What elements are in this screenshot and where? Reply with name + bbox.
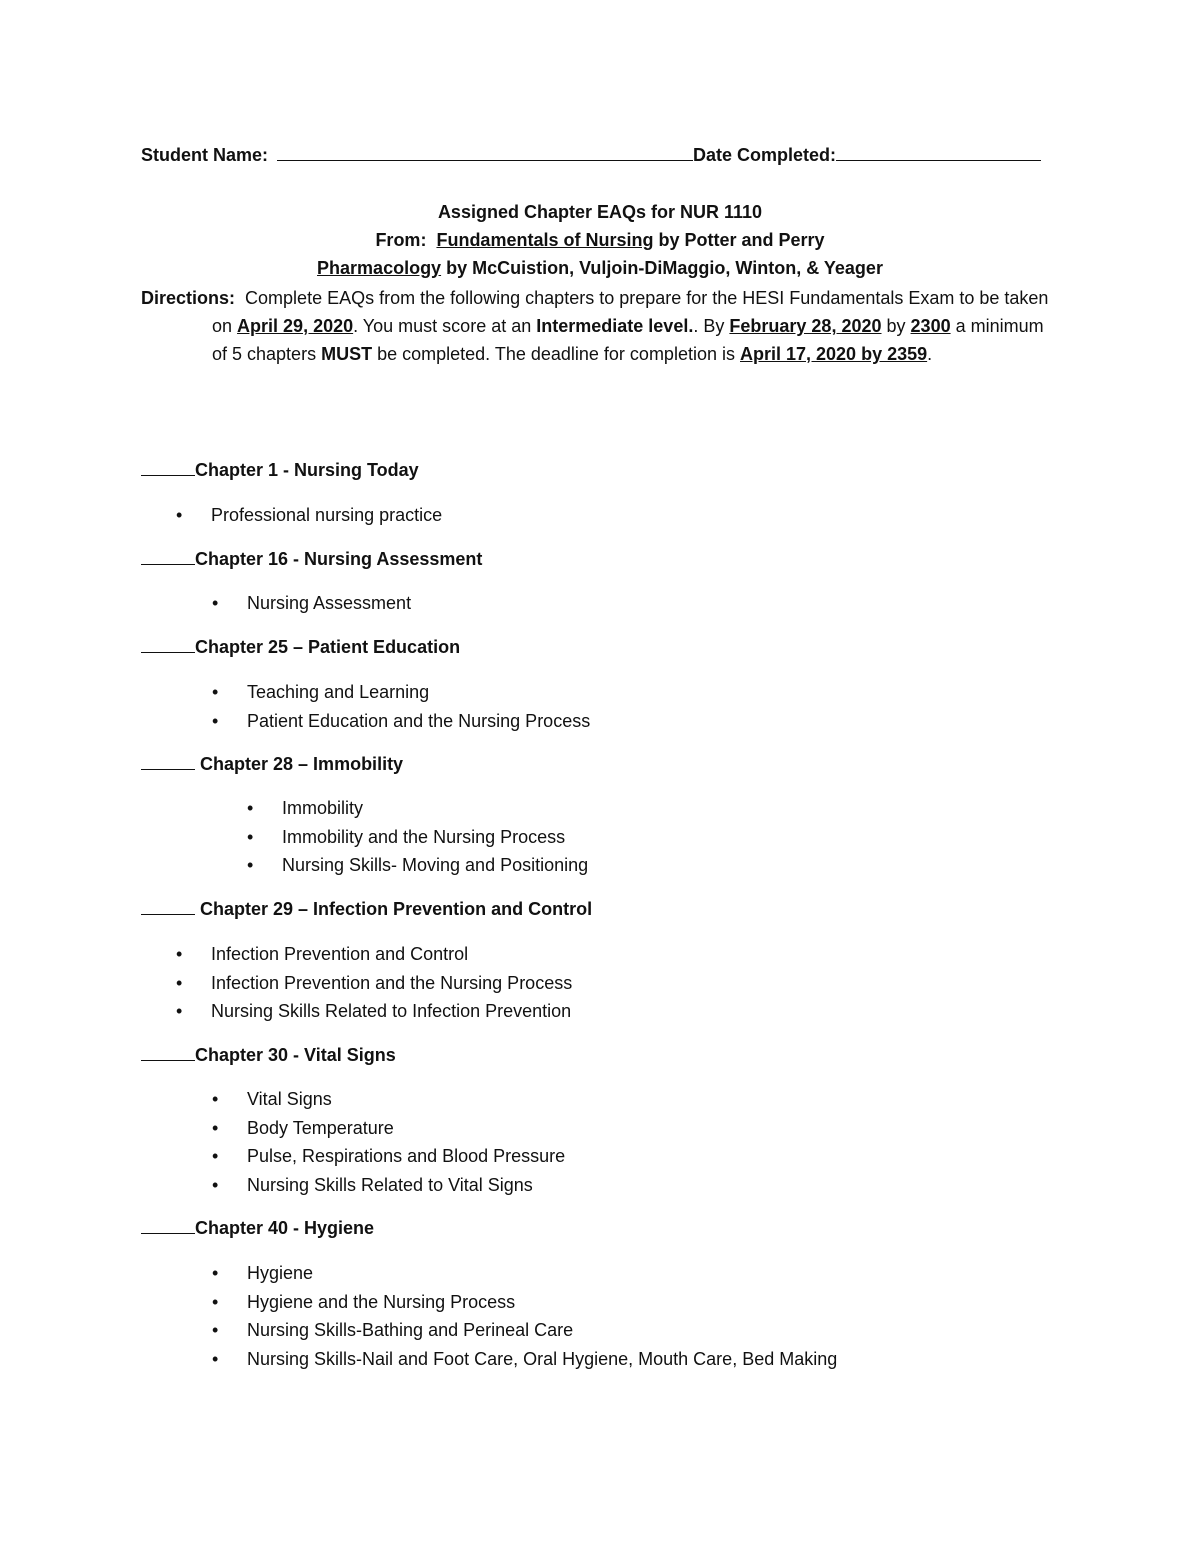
list-item: • Nursing Assessment — [247, 589, 411, 618]
chapter-25-topics — [247, 678, 590, 735]
header-row — [141, 141, 1061, 169]
chapter-1-heading: Chapter 1 - Nursing Today — [141, 456, 419, 484]
list-item: • Nursing Skills-Nail and Foot Care, Oral Hygiene, Mouth Care, Bed Making — [247, 1345, 837, 1374]
list-item: • Nursing Skills Related to Infection Prevention — [211, 997, 572, 1026]
list-item: • Patient Education and the Nursing Process — [247, 707, 590, 736]
list-item: • Infection Prevention and Control — [211, 940, 572, 969]
list-item: • Immobility and the Nursing Process — [282, 823, 588, 852]
completion-blank — [141, 636, 195, 653]
chapter-40-heading: Chapter 40 - Hygiene — [141, 1214, 374, 1242]
first-deadline-date: February 28, 2020 — [729, 316, 882, 336]
list-item: • Vital Signs — [247, 1085, 565, 1114]
list-item: • Hygiene and the Nursing Process — [247, 1288, 837, 1317]
list-item: • Immobility — [282, 794, 588, 823]
completion-blank — [141, 898, 195, 915]
score-level: Intermediate level — [536, 316, 689, 336]
completion-blank — [141, 548, 195, 565]
title-line-3: Pharmacology by McCuistion, Vuljoin-DiMaggio, Winton, & Yeager — [317, 258, 883, 278]
chapter-29-topics — [211, 940, 572, 1026]
directions-paragraph: Directions: Complete EAQs from the following chapters to prepare for the HESI Fundamentals Exam to be taken on April 29, 2020. You must score at an Intermediate level.. By February 28, 2020 by 2300 a minimum of 5 chapters MUST be completed. The deadline for completion is April 17, 2020 by 2359. — [141, 288, 1049, 364]
must-emphasis: MUST — [321, 344, 373, 364]
list-item: • Infection Prevention and the Nursing Process — [211, 969, 572, 998]
chapter-16-topics — [247, 589, 411, 618]
chapter-16-heading: Chapter 16 - Nursing Assessment — [141, 545, 482, 573]
textbook-fundamentals: Fundamentals of Nursing — [436, 230, 654, 250]
title-block — [141, 198, 1059, 282]
date-completed-blank — [836, 144, 1041, 161]
completion-blank — [141, 459, 195, 476]
chapter-40-topics — [247, 1259, 837, 1373]
student-name-label: Student Name: — [141, 145, 269, 165]
chapter-25-heading: Chapter 25 – Patient Education — [141, 633, 460, 661]
chapter-28-topics — [282, 794, 588, 880]
chapter-1-topics — [211, 501, 442, 530]
list-item: • Nursing Skills- Moving and Positioning — [282, 851, 588, 880]
title-line-1: Assigned Chapter EAQs for NUR 1110 — [437, 202, 763, 222]
textbook-pharmacology: Pharmacology — [317, 258, 442, 278]
student-name-blank — [277, 144, 693, 161]
chapter-30-topics — [247, 1085, 565, 1199]
title-line-2: From: Fundamentals of Nursing by Potter and Perry — [375, 230, 825, 250]
date-completed-label: Date Completed: — [693, 145, 837, 165]
completion-blank — [141, 753, 195, 770]
list-item: • Hygiene — [247, 1259, 837, 1288]
list-item: • Nursing Skills-Bathing and Perineal Care — [247, 1316, 837, 1345]
chapter-28-heading: Chapter 28 – Immobility — [141, 750, 403, 778]
completion-blank — [141, 1217, 195, 1234]
final-deadline: April 17, 2020 by 2359 — [740, 344, 928, 364]
directions-label: Directions: — [141, 288, 236, 308]
list-item: • Teaching and Learning — [247, 678, 590, 707]
first-deadline-time: 2300 — [910, 316, 951, 336]
list-item: • Body Temperature — [247, 1114, 565, 1143]
completion-blank — [141, 1044, 195, 1061]
list-item: • Pulse, Respirations and Blood Pressure — [247, 1142, 565, 1171]
list-item: • Nursing Skills Related to Vital Signs — [247, 1171, 565, 1200]
chapter-29-heading: Chapter 29 – Infection Prevention and Control — [141, 895, 592, 923]
list-item: • Professional nursing practice — [211, 501, 442, 530]
chapter-30-heading: Chapter 30 - Vital Signs — [141, 1041, 396, 1069]
exam-date: April 29, 2020 — [237, 316, 354, 336]
